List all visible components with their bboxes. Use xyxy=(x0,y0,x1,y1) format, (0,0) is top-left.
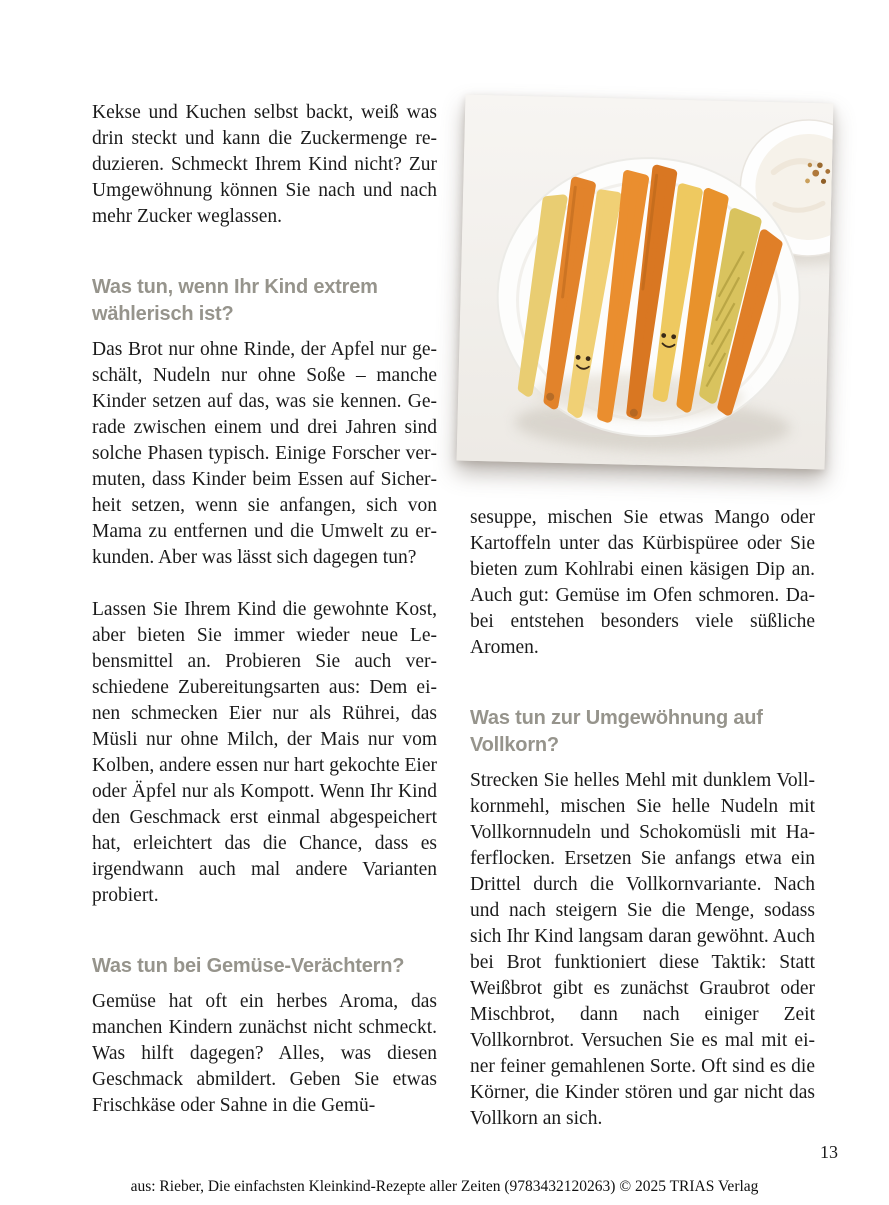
roasted-carrots-illustration xyxy=(457,95,834,470)
section-heading-vegetable-haters: Was tun bei Gemüse-Verächtern? xyxy=(92,955,405,977)
right-column xyxy=(470,505,815,1158)
attribution-line: aus: Rieber, Die einfachsten Kleinkind-Rezepte aller Zeiten (9783432120263) © 2025 TRIAS Verlag xyxy=(130,1178,759,1195)
paragraph-wholegrain-1: Strecken Sie helles Mehl mit dunklem Vollkornmehl, mischen Sie helle Nudeln mit Vollkornnudeln und Schokomüsli mit Haferflocken. Ersetzen Sie anfangs etwa ein Drittel durch die Vollkornvariante. Nach und nach steigern Sie die Menge, sodass sich Ihr Kind langsam daran gewöhnt. Auch bei Brot funktioniert diese Taktik: Statt Weißbrot gibt es zunächst Graubrot oder Mischbrot, dann nach einiger Zeit Vollkornbrot. Versuchen Sie es mal mit einer feiner gemahlenen Sorte. Oft sind es die Körner, die Kinder stören und gar nicht das Vollkorn an sich. xyxy=(470,770,815,1129)
paragraph-picky-1: Das Brot nur ohne Rinde, der Apfel nur geschält, Nudeln nur ohne Soße – manche Kinder setzen auf das, was sie kennen. Gerade zwischen einem und drei Jahren sind solche Phasen typisch. Einige Forscher vermuten, dass Kinder beim Essen auf Sicherheit setzen, wenn sie anfangen, sich von Mama zu entfernen und die Umwelt zu erkunden. Aber was lässt sich dagegen tun? xyxy=(92,339,437,568)
page-number: 13 xyxy=(820,1142,838,1162)
paragraph-intro: Kekse und Kuchen selbst backt, weiß was drin steckt und kann die Zuckermenge reduzieren. Schmeckt Ihrem Kind nicht? Zur Umgewöhnung können Sie nach und nach mehr Zucker weglassen. xyxy=(92,102,437,227)
paragraph-picky-2: Lassen Sie Ihrem Kind die gewohnte Kost, aber bieten Sie immer wieder neue Lebensmittel an. Probieren Sie auch verschiedene Zubereitungsarten aus: Dem einen schmecken Eier nur als Rührei, das Müsli nur ohne Milch, der Mais nur vom Kolben, andere essen nur hart gekochte Eier oder Äpfel nur als Kompott. Wenn Ihr Kind den Geschmack erst einmal abgespeichert hat, erleichtert das die Chance, dass es irgendwann auch mal andere Varianten probiert. xyxy=(92,599,437,906)
left-column xyxy=(92,100,437,1145)
paragraph-vegetables-2: sesuppe, mischen Sie etwas Mango oder Kartoffeln unter das Kürbispüree oder Sie bieten zum Kohlrabi einen käsigen Dip an. Auch gut: Gemüse im Ofen schmoren. Dabei entstehen besonders viele süßliche Aromen. xyxy=(470,507,815,658)
paragraph-vegetables-1: Gemüse hat oft ein herbes Aroma, das manchen Kindern zunächst nicht schmeckt. Was hilft dagegen? Alles, was diesen Geschmack abmildert. Geben Sie etwas Frischkäse oder Sahne in die Gemü- xyxy=(92,991,437,1116)
section-heading-picky-eater: Was tun, wenn Ihr Kind extrem wählerisch ist? xyxy=(92,276,378,325)
photo-roasted-carrots xyxy=(457,95,834,470)
section-heading-wholegrain: Was tun zur Umgewöhnung auf Vollkorn? xyxy=(470,707,763,756)
